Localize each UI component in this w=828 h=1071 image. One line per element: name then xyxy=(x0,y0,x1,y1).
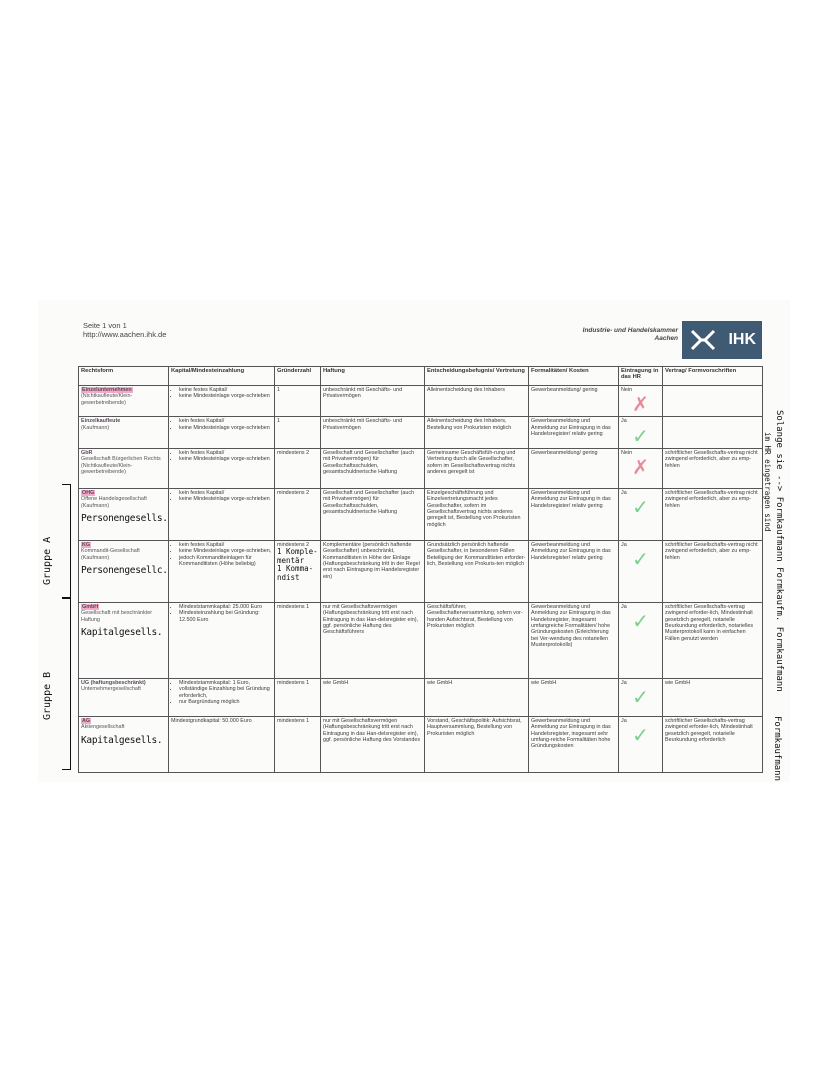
formal-cell: Gewerbeanmeldung und Anmeldung zur Eintragung in das Handelsregister/ relativ gering xyxy=(529,417,619,448)
logo-text: IHK xyxy=(728,331,756,348)
vertretung-cell: Einzelgeschäftsführung und Einzelvertretungsmacht jedes Gesellschafter, sofern im Gesellschaftsvertrag nichts anderes geregelt ist, Bestellung von Prokuristen möglich xyxy=(425,488,529,540)
table-row xyxy=(79,448,763,488)
eintragung-cell xyxy=(619,716,663,772)
vertrag-cell xyxy=(663,386,763,417)
rechtsform-cell xyxy=(79,602,169,678)
handwritten-note: 1 Komma- xyxy=(277,564,314,574)
rechtsform-name: AG xyxy=(82,717,91,724)
eintragung-cell xyxy=(619,678,663,716)
table-row xyxy=(79,540,763,602)
ihk-logo xyxy=(682,321,762,359)
gruender-cell: 1 xyxy=(275,386,321,417)
org-line1: Industrie- und Handelskammer xyxy=(582,327,678,334)
vertretung-cell: Grundsätzlich persönlich haftende Gesellschafter, in besonderen Fällen Beteiligung der Kommanditisten erforder-lich, Bestellung von Prokuris-ten möglich xyxy=(425,540,529,602)
kapital-item: • keine Mindesteinlage vorge-schrieben xyxy=(179,393,272,399)
formkaufmann-note: Formkaufmann xyxy=(772,716,782,782)
eintragung-value: Nein xyxy=(621,449,633,456)
eintragung-cell xyxy=(619,488,663,540)
gruppe-b-label: Gruppe B xyxy=(42,671,53,720)
eintragung-value: Ja xyxy=(621,541,627,548)
table-row xyxy=(79,716,763,772)
vertretung-cell: Vorstand, Geschäftspolitik: Aufsichtsrat, Hauptversammlung, Bestellung von Prokuristen möglich xyxy=(425,716,529,772)
kapital-cell xyxy=(169,417,275,448)
eintragung-value: Ja xyxy=(621,418,627,425)
handwritten-note: Personengesells. xyxy=(81,513,168,525)
handwritten-note: Personengesellc. xyxy=(81,565,168,577)
formal-cell: Gewerbeanmeldung und Anmeldung zur Eintragung in das Handelsregister, insgesamt sehr umfang-reiche Formalitäten hohe Gründungskosten xyxy=(529,716,619,772)
page-number: Seite 1 von 1 xyxy=(83,321,127,330)
kapital-item: • keine Mindesteinlage vorge-schrieben, xyxy=(179,548,272,554)
haftung-cell: unbeschränkt mit Geschäfts- und Privatvermögen xyxy=(321,386,425,417)
check-mark-icon: ✓ xyxy=(632,687,649,710)
kapital-cell xyxy=(169,386,275,417)
handwritten-note: 1 Komple- xyxy=(277,547,318,557)
table-header-row xyxy=(79,367,763,386)
haftung-cell: nur mit Gesellschaftsvermögen (Haftungsbeschränkung tritt erst nach Eintragung in das Han-delsregister ein), ggf. persönliche Haftung des Geschäftsführers xyxy=(321,602,425,678)
table-row xyxy=(79,417,763,448)
rechtsform-cell xyxy=(79,386,169,417)
table-row xyxy=(79,386,763,417)
gruender-cell: mindestens 1 xyxy=(275,602,321,678)
rechtsform-sub: (Kaufmann) xyxy=(81,424,110,431)
vertrag-cell xyxy=(663,417,763,448)
rechtsform-cell xyxy=(79,716,169,772)
gruender-cell: mindestens 2 xyxy=(275,488,321,540)
gruender-cell: mindestens 1 xyxy=(275,716,321,772)
eintragung-value: Ja xyxy=(621,679,627,686)
col-header: Rechtsform xyxy=(79,367,169,386)
rechtsform-cell xyxy=(79,540,169,602)
col-header: Kapital/Mindesteinzahlung xyxy=(169,367,275,386)
rechtsform-sub: Gesellschaft Bürgerlichen Rechts (Nichtkaufleute/Klein-gewerbetreibende) xyxy=(81,456,161,476)
rechtsform-cell xyxy=(79,488,169,540)
eintragung-value: Nein xyxy=(621,387,633,393)
haftung-cell: Gesellschaft und Gesellschafter (auch mit Privatvermögen) für Gesellschaftsschulden, gesamtschuldnerische Haftung xyxy=(321,488,425,540)
kapital-item: • Mindeststammkapital: 25.000 Euro xyxy=(179,604,272,610)
gruppe-a-brace xyxy=(62,484,71,598)
gruender-cell xyxy=(275,540,321,602)
kapital-item: • kein festes Kapital/ xyxy=(179,542,272,548)
vertretung-cell: Geschäftsführer, Gesellschafterversammlung, sofern vor-handen Aufsichtsrat, Bestellung von Prokuristen möglich xyxy=(425,602,529,678)
org-name xyxy=(560,327,678,343)
rechtsform-sub: (Nichtkaufleute/Klein-gewerbetreibende) xyxy=(81,393,133,406)
eintragung-value: Ja xyxy=(621,603,627,610)
rechtsform-sub: Offene Handelsgesellschaft (Kaufmann) xyxy=(81,496,147,509)
check-mark-icon: ✓ xyxy=(632,497,649,520)
col-header: Eintragung in das HR xyxy=(619,367,663,386)
table-row xyxy=(79,602,763,678)
kapital-item: • keine Mindesteinlage vorge-schrieben xyxy=(179,496,272,502)
kapital-cell: Mindestgrundkapital: 50.000 Euro xyxy=(169,716,275,772)
eintragung-cell xyxy=(619,386,663,417)
kapital-item: • nur Bargründung möglich xyxy=(179,699,272,705)
gruender-cell: mindestens 1 xyxy=(275,678,321,716)
formal-cell: Gewerbeanmeldung und Anmeldung zur Eintragung in das Handelsregister, insgesamt umfangreiche Formalitäten/ hohe Gründungskosten (Erleichterung bei Ver-wendung des notariellen Musterprotokolls) xyxy=(529,602,619,678)
eintragung-cell xyxy=(619,540,663,602)
kapital-item: • vollständige Einzahlung bei Gründung erforderlich, xyxy=(179,686,272,699)
vertretung-cell: Alleinentscheidung des Inhabers xyxy=(425,386,529,417)
rechtsform-cell xyxy=(79,678,169,716)
kapital-item: • kein festes Kapital/ xyxy=(179,490,272,496)
vertrag-cell: schriftlicher Gesellschafts-vertrag zwingend erforder-lich, Mindestinhalt gesetzlich geregelt, notarielle Beurkundung erforderlich xyxy=(663,716,763,772)
rechtsform-sub: Unternehmergesellschaft xyxy=(81,686,141,693)
col-header: Entscheidungsbefugnis/ Vertretung xyxy=(425,367,529,386)
handwritten-note: ndist xyxy=(277,572,300,582)
kapital-cell xyxy=(169,540,275,602)
cross-mark-icon: ✗ xyxy=(632,457,649,480)
vertretung-cell: wie GmbH xyxy=(425,678,529,716)
kapital-cell xyxy=(169,678,275,716)
table-row xyxy=(79,488,763,540)
vertrag-cell: wie GmbH xyxy=(663,678,763,716)
eintragung-value: Ja xyxy=(621,717,627,724)
col-header: Haftung xyxy=(321,367,425,386)
eintragung-cell xyxy=(619,448,663,488)
vertrag-cell: schriftlicher Gesellschafts-vertrag nicht zwingend erforderlich, aber zu emp-fehlen xyxy=(663,448,763,488)
vertrag-cell: schriftlicher Gesellschafts-vertrag zwingend erforder-lich, Mindestinhalt gesetzlich geregelt, notarielle Beurkundung erforderlich, notarielles Musterprotokoll kann in einfachen Fällen genutzt werden xyxy=(663,602,763,678)
kapital-item: • kein festes Kapital/ xyxy=(179,450,272,456)
haftung-cell: nur mit Gesellschaftsvermögen (Haftungsbeschränkung tritt erst nach Eintragung in das Han-delsregister ein), ggf. persönliche Haftung des Vorstandes xyxy=(321,716,425,772)
vertrag-cell: schriftlicher Gesellschafts-vertrag nicht zwingend erforderlich, aber zu emp-fehlen xyxy=(663,540,763,602)
col-header: Vertrag/ Formvorschriften xyxy=(663,367,763,386)
rechtsform-sub: Kommandit-Gesellschaft (Kaufmann) xyxy=(81,548,140,561)
eintragung-value: Ja xyxy=(621,489,627,496)
haftung-cell: Komplementäre (persönlich haftende Gesellschafter) unbeschränkt, Kommanditisten in Höhe der Einlage (Haftungsbeschränkung tritt in der Regel erst nach Eintragung im Handelsregister ein) xyxy=(321,540,425,602)
kapital-item: • keine festes Kapital/ xyxy=(179,387,272,393)
check-mark-icon: ✓ xyxy=(632,611,649,634)
check-mark-icon: ✓ xyxy=(632,549,649,572)
col-header: Gründerzahl xyxy=(275,367,321,386)
rechtsform-sub: Gesellschaft mit beschränkter Haftung xyxy=(81,610,153,623)
kapital-item: • jedoch Kommanditeinlagen für Kommanditisten (Höhe beliebig) xyxy=(179,555,272,568)
haftung-cell: wie GmbH xyxy=(321,678,425,716)
check-mark-icon: ✓ xyxy=(632,425,649,448)
kapital-item: • Mindesteinzahlung bei Gründung: 12.500 Euro xyxy=(179,610,272,623)
eintragung-cell xyxy=(619,602,663,678)
right-handwritten-note-small: im HR eingetragen sind xyxy=(763,432,772,532)
kapital-cell xyxy=(169,448,275,488)
rechtsform-name: KG xyxy=(82,541,91,548)
rechtsform-cell xyxy=(79,417,169,448)
right-handwritten-note: Solange sie --> Formkaufmann Formkaufm. Formkaufmann xyxy=(774,410,784,692)
gruppe-b-brace xyxy=(62,598,71,770)
kapital-item: • keine Mindesteinlage vorge-schrieben xyxy=(179,456,272,462)
kapital-cell xyxy=(169,488,275,540)
formal-cell: Gewerbeanmeldung/ gering xyxy=(529,386,619,417)
page-header xyxy=(83,321,166,339)
formal-cell: wie GmbH xyxy=(529,678,619,716)
handwritten-note: mentär xyxy=(277,555,305,565)
source-url: http://www.aachen.ihk.de xyxy=(83,330,167,339)
rechtsform-name: Einzelkaufleute xyxy=(81,418,121,425)
gruppe-a-label: Gruppe A xyxy=(42,536,53,585)
vertrag-cell: schriftlicher Gesellschafts-vertrag nicht zwingend erforderlich, aber zu emp-fehlen xyxy=(663,488,763,540)
rechtsform-sub: Aktiengesellschaft xyxy=(81,724,125,731)
kapital-item: • keine Mindesteinlage vorge-schrieben xyxy=(179,425,272,431)
vertretung-cell: Gemeinsame Geschäftsfüh-rung und Vertretung durch alle Gesellschafter, sofern im Gesellschaftsvertrag nichts anderes geregelt ist xyxy=(425,448,529,488)
table-row xyxy=(79,678,763,716)
haftung-cell: unbeschränkt mit Geschäfts- und Privatvermögen xyxy=(321,417,425,448)
handwritten-note: Kapitalgesells. xyxy=(81,734,163,746)
check-mark-icon: ✓ xyxy=(632,725,649,748)
kapital-item: • Mindeststammkapital: 1 Euro, xyxy=(179,680,272,686)
eintragung-cell xyxy=(619,417,663,448)
vertretung-cell: Alleinentscheidung des Inhabers, Bestellung von Prokuristen möglich xyxy=(425,417,529,448)
gruender-cell: 1 xyxy=(275,417,321,448)
gruender-value: mindestens 2 xyxy=(277,541,310,548)
haftung-cell: Gesellschaft und Gesellschafter (auch mit Privatvermögen) für Gesellschaftsschulden, gesamtschuldnerische Haftung xyxy=(321,448,425,488)
gruender-cell: mindestens 2 xyxy=(275,448,321,488)
legal-forms-table xyxy=(78,366,763,773)
cross-mark-icon: ✗ xyxy=(632,394,649,417)
rechtsform-name: Einzelunternehmen xyxy=(82,387,132,393)
rechtsform-cell xyxy=(79,448,169,488)
col-header: Formalitäten/ Kosten xyxy=(529,367,619,386)
kapital-cell xyxy=(169,602,275,678)
rechtsform-name: GmbH xyxy=(82,603,99,610)
formal-cell: Gewerbeanmeldung/ gering xyxy=(529,448,619,488)
rechtsform-name: OHG xyxy=(82,489,95,496)
formal-cell: Gewerbeanmeldung und Anmeldung zur Eintragung in das Handelsregister/ relativ gering xyxy=(529,488,619,540)
rechtsform-name: UG (haftungsbeschränkt) xyxy=(81,679,146,686)
rechtsform-name: GbR xyxy=(81,449,93,456)
org-line2: Aachen xyxy=(654,335,678,342)
handwritten-note: Kapitalgesells. xyxy=(81,627,163,639)
ihk-arrows-icon xyxy=(688,325,718,355)
kapital-item: • kein festes Kapital/ xyxy=(179,418,272,424)
formal-cell: Gewerbeanmeldung und Anmeldung zur Eintragung in das Handelsregister/ relativ gering xyxy=(529,540,619,602)
